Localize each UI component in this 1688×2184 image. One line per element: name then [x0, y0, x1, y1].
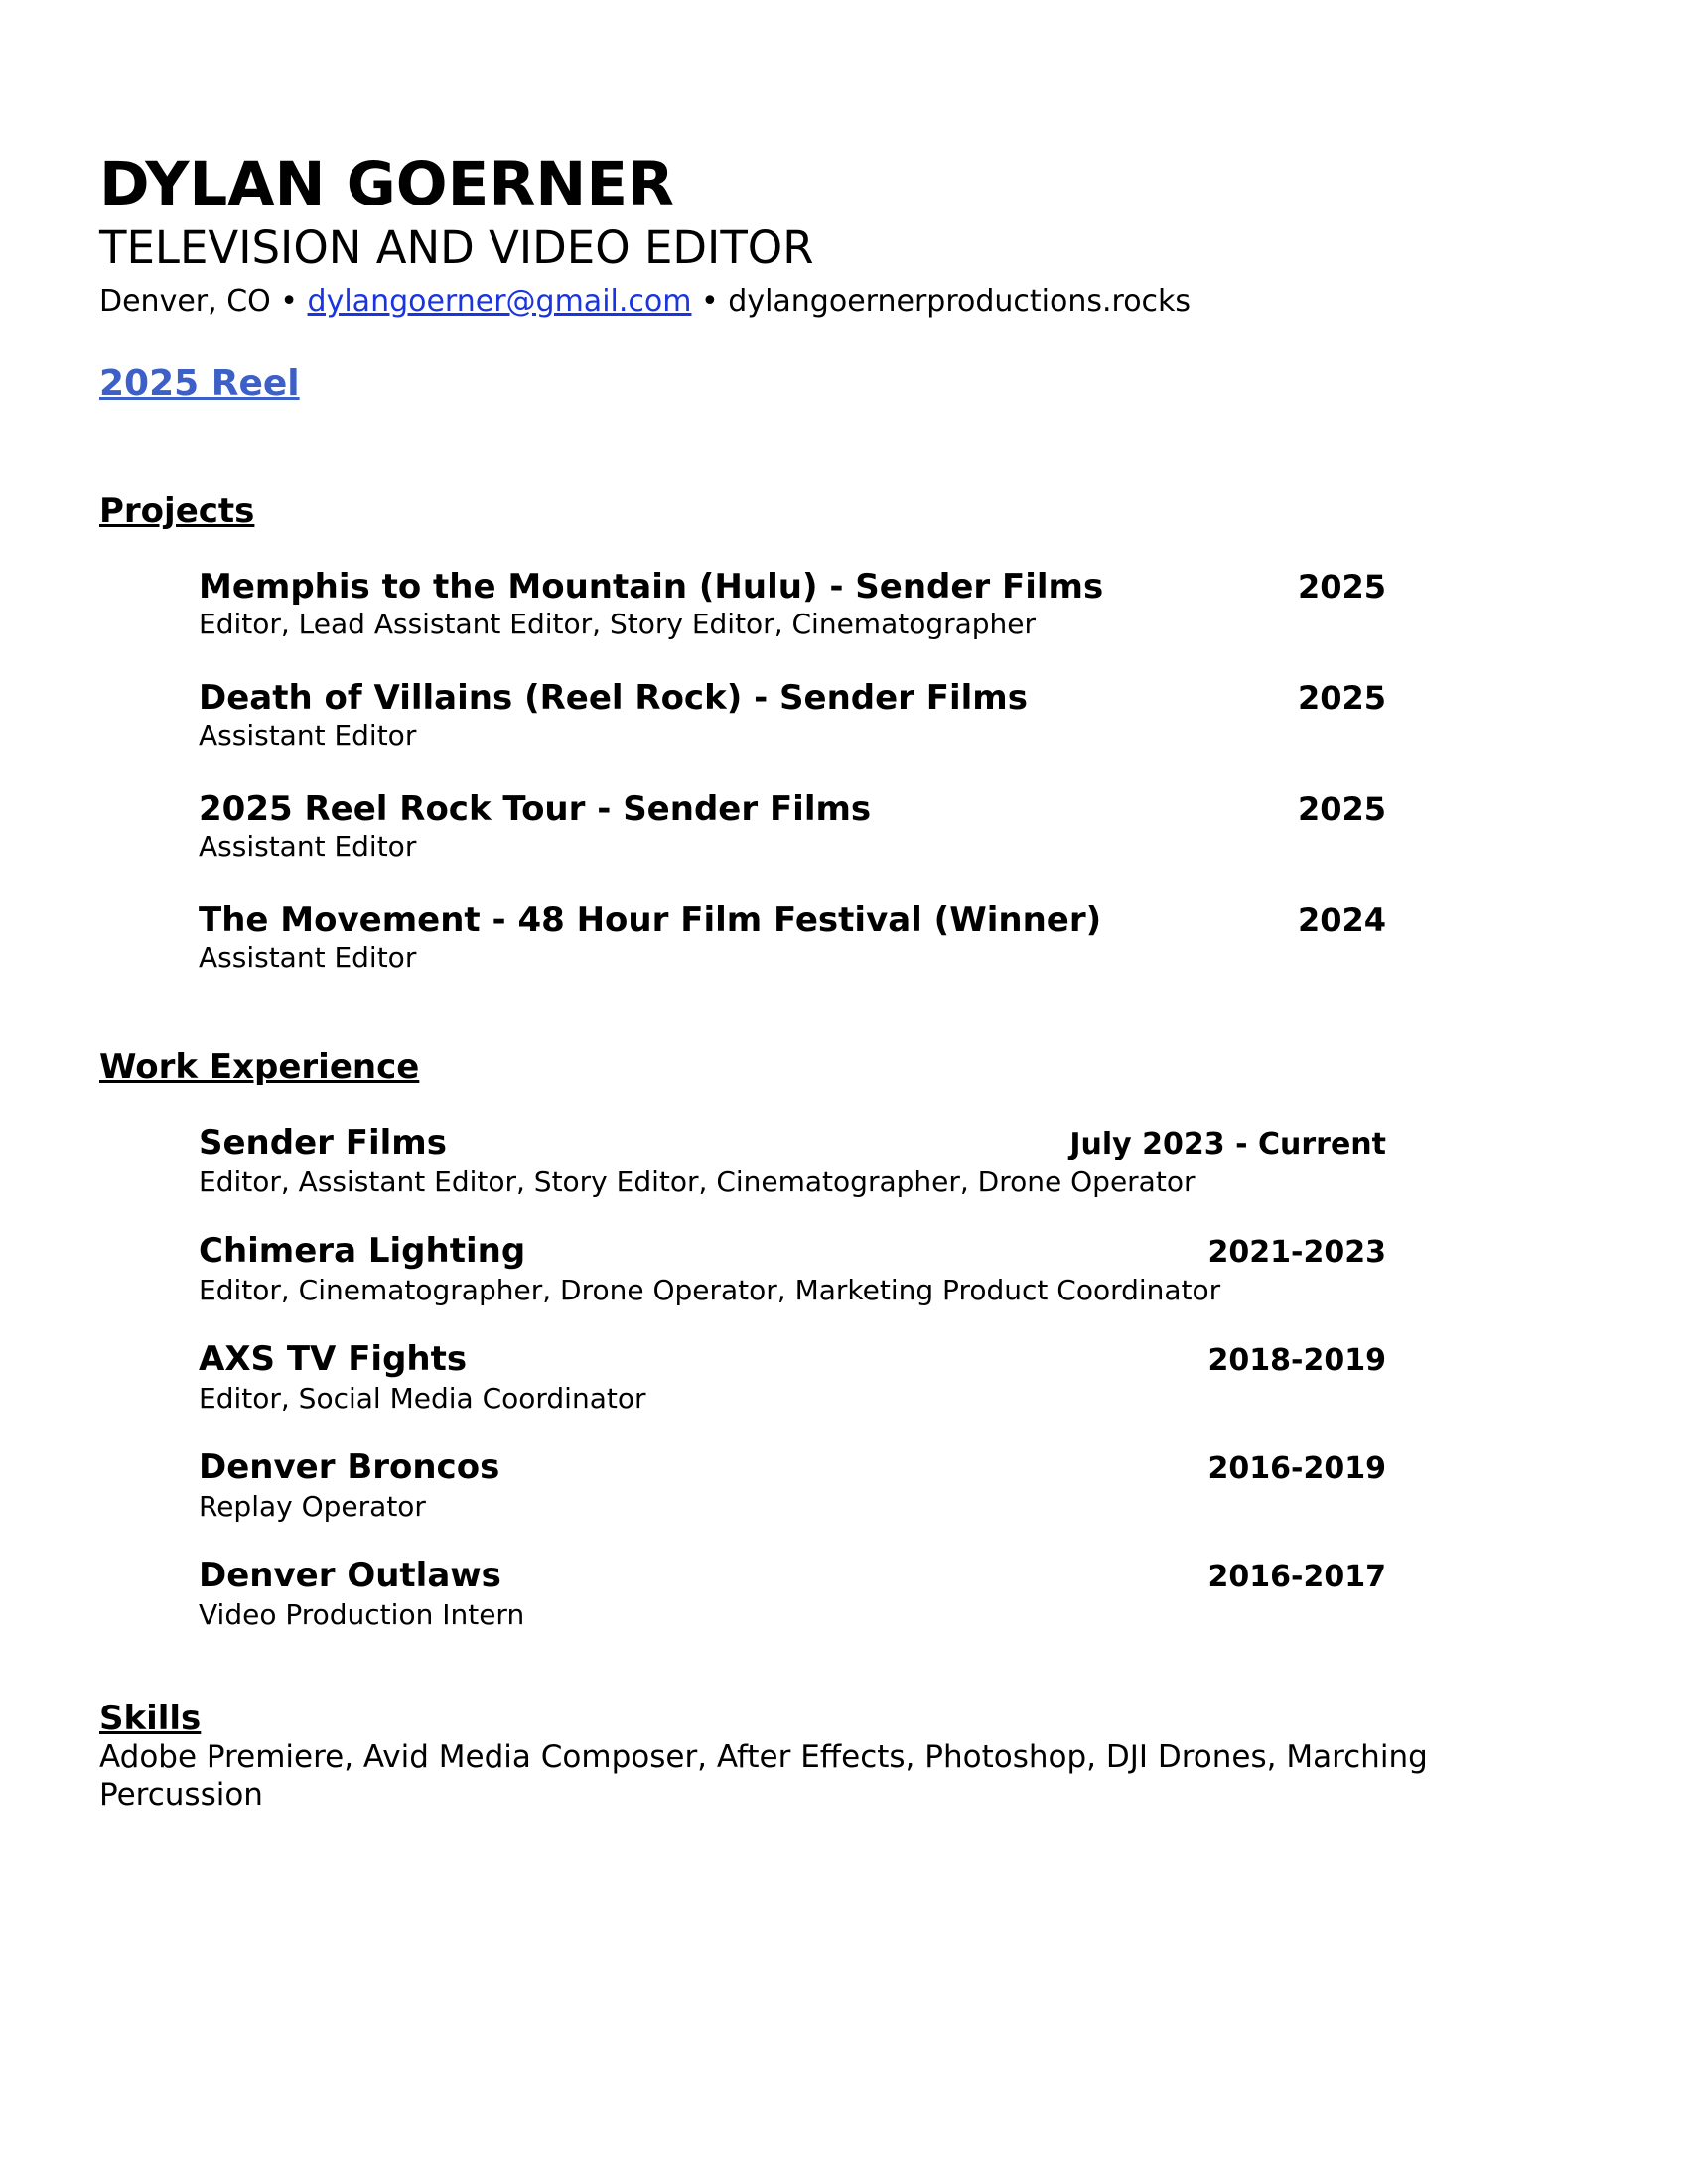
location: Denver, CO: [99, 284, 271, 319]
contact-line: [99, 278, 1489, 326]
job-dates: 2016-2017: [1207, 1560, 1386, 1594]
project-title: The Movement - 48 Hour Film Festival (Winner): [199, 900, 1102, 940]
project-year: 2025: [1297, 790, 1386, 828]
project-role: Editor, Lead Assistant Editor, Story Editor, Cinematographer: [199, 608, 1037, 640]
job-dates: July 2023 - Current: [1069, 1127, 1386, 1161]
project-year: 2024: [1297, 901, 1386, 939]
job-entry: [199, 1339, 1489, 1417]
project-entry: [199, 678, 1489, 753]
employer-name: Chimera Lighting: [199, 1231, 526, 1271]
resume-page: [99, 149, 1489, 1814]
email-link[interactable]: dylangoerner@gmail.com: [307, 284, 692, 319]
project-role: Assistant Editor: [199, 719, 417, 751]
job-entry: [199, 1556, 1489, 1633]
job-entry: [199, 1231, 1489, 1308]
projects-heading: Projects: [99, 491, 255, 531]
reel-link[interactable]: 2025 Reel: [99, 363, 300, 404]
project-title: Death of Villains (Reel Rock) - Sender Films: [199, 678, 1028, 718]
job-role: Editor, Assistant Editor, Story Editor, Cinematographer, Drone Operator: [199, 1165, 1196, 1198]
projects-list: [199, 567, 1489, 976]
project-role: Assistant Editor: [199, 941, 417, 974]
project-entry: [199, 567, 1489, 642]
employer-name: AXS TV Fights: [199, 1339, 468, 1379]
project-role: Assistant Editor: [199, 830, 417, 863]
job-dates: 2016-2019: [1207, 1451, 1386, 1486]
project-entry: [199, 900, 1489, 976]
job-role: Editor, Cinematographer, Drone Operator, Marketing Product Coordinator: [199, 1274, 1221, 1306]
project-title: 2025 Reel Rock Tour - Sender Films: [199, 789, 872, 829]
job-title: TELEVISION AND VIDEO EDITOR: [99, 221, 814, 274]
job-role: Video Production Intern: [199, 1598, 525, 1631]
job-dates: 2018-2019: [1207, 1343, 1386, 1378]
work-experience-list: [199, 1123, 1489, 1633]
project-entry: [199, 789, 1489, 865]
separator: •: [280, 284, 298, 319]
work-experience-heading: Work Experience: [99, 1047, 420, 1087]
job-role: Editor, Social Media Coordinator: [199, 1382, 646, 1415]
skills-list: Adobe Premiere, Avid Media Composer, After Effects, Photoshop, DJI Drones, Marching Percussion: [99, 1739, 1428, 1813]
job-entry: [199, 1447, 1489, 1525]
employer-name: Denver Broncos: [199, 1447, 500, 1487]
project-title: Memphis to the Mountain (Hulu) - Sender Films: [199, 567, 1104, 607]
project-year: 2025: [1297, 568, 1386, 606]
separator: •: [701, 284, 719, 319]
job-dates: 2021-2023: [1207, 1235, 1386, 1270]
job-entry: [199, 1123, 1489, 1200]
employer-name: Denver Outlaws: [199, 1556, 501, 1595]
project-year: 2025: [1297, 679, 1386, 717]
skills-heading: Skills: [99, 1699, 202, 1738]
job-role: Replay Operator: [199, 1490, 426, 1523]
employer-name: Sender Films: [199, 1123, 447, 1162]
website: dylangoernerproductions.rocks: [728, 284, 1192, 319]
candidate-name: DYLAN GOERNER: [99, 149, 674, 219]
